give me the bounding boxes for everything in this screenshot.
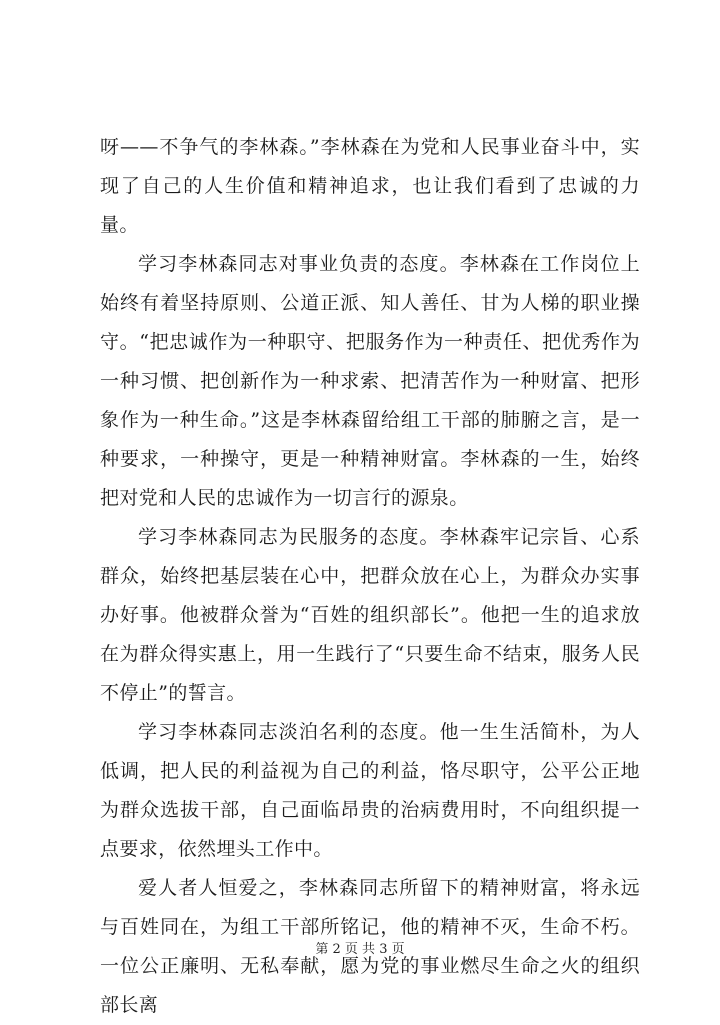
paragraph-service-attitude: 学习李林森同志为民服务的态度。李林森牢记宗旨、心系群众，始终把基层装在心中，把群众放在心上，为群众办实事办好事。他被群众誉为“百姓的组织部长”。他把一生的追求放在为群众得实惠上，用一生践行了“只要生命不结束，服务人民不停止”的誓言。	[100, 526, 640, 704]
paragraph-conclusion: 爱人者人恒爱之，李林森同志所留下的精神财富，将永远与百姓同在，为组工干部所铭记，他的精神不灭，生命不朽。一位公正廉明、无私奉献，愿为党的事业燃尽生命之火的组织部长离	[100, 877, 640, 1016]
paragraph-continuation: 呀——不争气的李林森。”李林森在为党和人民事业奋斗中，实现了自己的人生价值和精神追求，也让我们看到了忠诚的力量。	[100, 136, 640, 236]
document-body	[100, 128, 640, 1025]
paragraph-career-attitude: 学习李林森同志对事业负责的态度。李林森在工作岗位上始终有着坚持原则、公道正派、知人善任、甘为人梯的职业操守。“把忠诚作为一种职守、把服务作为一种责任、把优秀作为一种习惯、把创新作为一种求索、把清苦作为一种财富、把形象作为一种生命。”这是李林森留给组工干部的肺腑之言，是一种要求，一种操守，更是一种精神财富。李林森的一生，始终把对党和人民的忠诚作为一切言行的源泉。	[100, 253, 640, 509]
page-number-footer: 第 2 页 共 3 页	[315, 942, 405, 957]
paragraph-humility-attitude: 学习李林森同志淡泊名利的态度。他一生生活简朴，为人低调，把人民的利益视为自己的利益，恪尽职守，公平公正地为群众选拔干部，自己面临昂贵的治病费用时，不向组织提一点要求，依然埋头工作中。	[100, 721, 640, 860]
